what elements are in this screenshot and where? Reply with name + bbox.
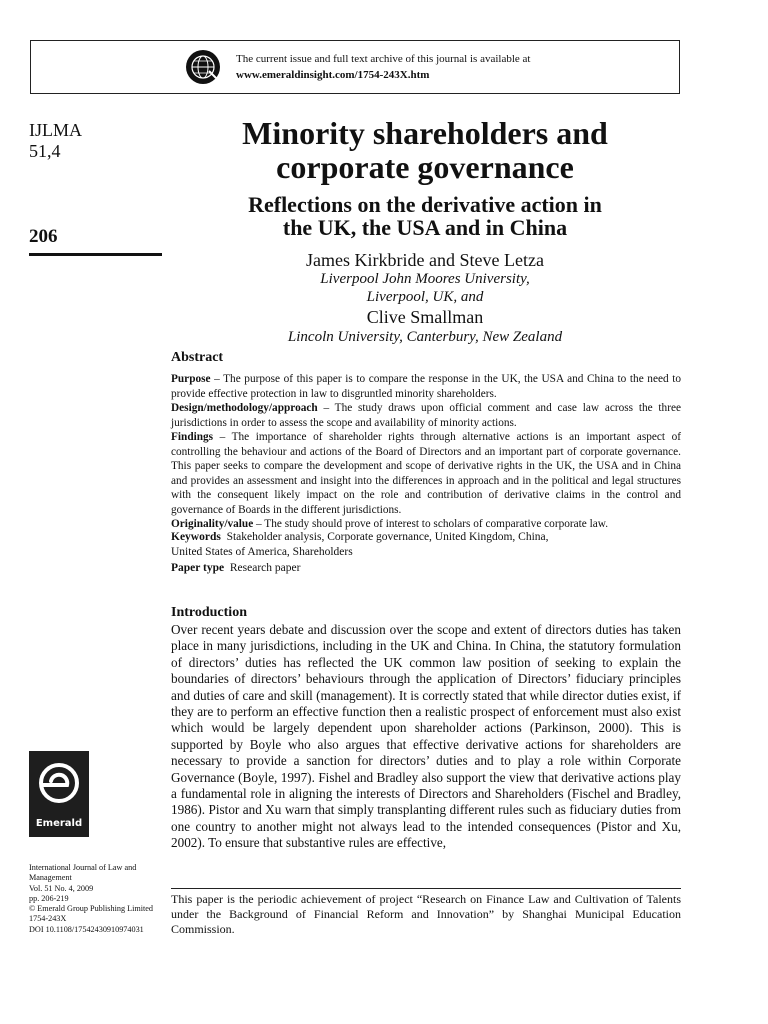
pub-info-line: Vol. 51 No. 4, 2009 — [29, 883, 94, 893]
pub-info-line: pp. 206-219 — [29, 893, 69, 903]
abstract-text: – The study draws upon official comment and case law across the three jurisdictions in order to assess the scope and availability of minority actions. — [171, 402, 681, 429]
keywords-text: United States of America, Shareholders — [171, 545, 353, 558]
footnote: This paper is the periodic achievement of project “Research on Finance Law and Cultivation of Talents under the Background of Financial Reform and Innovation” by Shanghai Municipal Education Commission. — [171, 892, 681, 936]
affiliation-line: Liverpool, UK, and — [366, 289, 484, 305]
page-number: 206 — [29, 226, 58, 247]
subtitle-line: the UK, the USA and in China — [282, 215, 568, 240]
pub-info-line: Management — [29, 873, 72, 883]
archive-url-link[interactable]: www.emeraldinsight.com/1754-243X.htm — [236, 69, 430, 81]
archive-text: The current issue and full text archive of this journal is available at — [236, 53, 531, 65]
author-names: James Kirkbride and Steve Letza — [306, 250, 544, 270]
footnote-divider — [171, 888, 681, 889]
journal-abbr-text: IJLMA — [29, 120, 82, 140]
abstract-heading: Abstract — [171, 350, 224, 365]
author-affiliation — [170, 270, 680, 306]
abstract-label: Originality/value — [171, 518, 254, 530]
introduction-body: Over recent years debate and discussion over the scope and extent of directors duties has taken place in many jurisdictions, including in the UK and China. In China, the statutory formulation of directors’ duties has reflected the UK common law position of seeking to explain the boundaries of directors’ behaviours through the application of Directors’ fiduciary principles and duties of care and skill (management). It is correctly stated that while director duties exist, if they are to perform an effective function then a realistic prospect of enforcement must also exist which would be largely dependent upon shareholder actions (Parkinson, 2000). This is supported by Boyle who also argues that effective derivative actions for shareholders are necessary to provide a sanction for directors’ duties and to play a role within Corporate Governance (Boyle, 1997). Fishel and Bradley also support the view that derivative actions play a fundamental role in aligning the interests of Directors and Shareholders (Fischel and Bradley, 1986). Pistor and Xu warn that simply transplanting different rules such as fiduciary duties from one country to another might not always lead to the intended consequences (Pistor and Xu, 2002). To ensure that substantive rules are effective, — [171, 622, 681, 851]
emerald-logo — [29, 751, 89, 837]
article-title — [170, 116, 680, 184]
logo-text: Emerald — [35, 818, 83, 829]
journal-abbreviation — [29, 120, 82, 162]
paper-type-value: Research paper — [229, 562, 301, 574]
margin-rule — [29, 253, 162, 256]
pub-info-line: International Journal of Law and — [29, 863, 137, 872]
title-line: Minority shareholders and — [242, 115, 608, 151]
abstract-text: – The study should prove of interest to scholars of comparative corporate law. — [253, 518, 609, 530]
abstract-label: Design/methodology/approach — [171, 402, 318, 414]
pub-info-line: © Emerald Group Publishing Limited — [29, 904, 154, 914]
keywords-label: Keywords — [171, 531, 221, 543]
title-line: corporate governance — [276, 149, 574, 185]
journal-archive-banner — [30, 40, 680, 94]
abstract-purpose — [171, 372, 681, 401]
introduction-heading: Introduction — [171, 605, 247, 620]
affiliation-line: Liverpool John Moores University, — [320, 271, 530, 287]
paper-type-label: Paper type — [171, 562, 225, 574]
subtitle-line: Reflections on the derivative action in — [248, 192, 602, 217]
keywords-text: Stakeholder analysis, Corporate governance, United Kingdom, China, — [226, 531, 549, 543]
paper-type — [171, 562, 300, 574]
publication-info — [29, 863, 169, 935]
author-names: Clive Smallman — [366, 307, 484, 327]
abstract-design — [171, 401, 681, 430]
abstract-label: Findings — [171, 431, 214, 443]
abstract-findings — [171, 430, 681, 517]
globe-icon — [185, 49, 221, 85]
abstract-text: – The importance of shareholder rights through alternative actions is an important aspect of controlling the behaviour and actions of the Board of Directors and an important part of corporate governance. This paper seeks to compare the development and scope of derivative rights in the UK, the USA and in China and provides an assessment and insight into the differences in approach and in the political and legal structures with the consequent likely impact on the role and contribution of derivative claims in the control and governance of Boards in the different jurisdictions. — [171, 431, 681, 516]
abstract-label: Purpose — [171, 373, 211, 385]
pub-info-line: DOI 10.1108/17542430910974031 — [29, 924, 144, 934]
keywords — [171, 530, 681, 559]
journal-volume: 51,4 — [29, 141, 61, 161]
emerald-e-icon — [29, 751, 89, 815]
pub-info-line: 1754-243X — [29, 914, 67, 924]
article-subtitle — [170, 193, 680, 239]
abstract-text: – The purpose of this paper is to compare the response in the UK, the USA and China to the need to provide effective protection in law to disgruntled minority shareholders. — [171, 373, 681, 400]
abstract-body — [171, 372, 681, 532]
author-affiliation: Lincoln University, Canterbury, New Zealand — [287, 329, 563, 345]
